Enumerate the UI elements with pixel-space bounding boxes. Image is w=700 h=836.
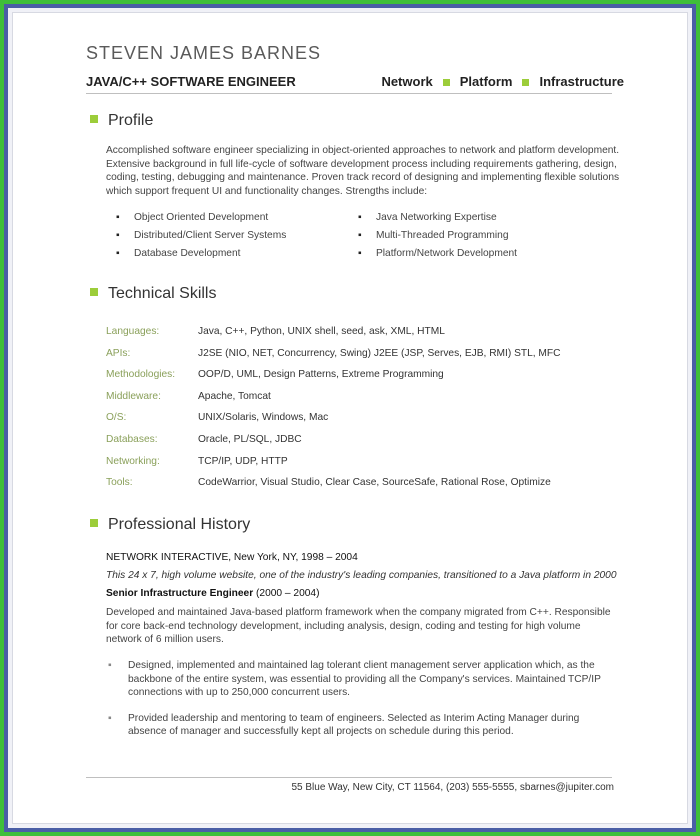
list-item: ▪ Designed, implemented and maintained lag tolerant client management server application which, as the backbone of the entire system, was essential to providing all the Company's services. Maintained TCP/IP connections with up to 250,000 concurrent users. xyxy=(108,660,601,698)
candidate-name: STEVEN JAMES BARNES xyxy=(86,43,322,63)
skill-value: TCP/IP, UDP, HTTP xyxy=(198,455,288,467)
section-heading-history: Professional History xyxy=(90,516,250,534)
skill-value: J2SE (NIO, NET, Concurrency, Swing) J2EE (JSP, Serves, EJB, RMI) STL, MFC xyxy=(198,347,561,359)
bullet-icon: ▪ xyxy=(108,712,112,724)
bullet-icon: ▪ xyxy=(358,212,362,223)
section-heading-profile: Profile xyxy=(90,112,153,130)
achievements-list xyxy=(106,659,616,751)
skill-value: Oracle, PL/SQL, JDBC xyxy=(198,433,302,445)
role-line xyxy=(106,588,319,599)
contact-info: 55 Blue Way, New City, CT 11564, (203) 555-5555, sbarnes@jupiter.com xyxy=(291,782,614,793)
employer-line: NETWORK INTERACTIVE, New York, NY, 1998 – 2004 xyxy=(106,552,358,563)
skill-value: Apache, Tomcat xyxy=(198,390,271,402)
bullet-icon: ▪ xyxy=(116,248,120,259)
list-item: ▪ Provided leadership and mentoring to team of engineers. Selected as Interim Acting Manager during absence of manager and successfully kept all projects on schedule during this period. xyxy=(108,712,580,737)
skill-label: O/S: xyxy=(106,412,127,424)
focus-area: Infrastructure xyxy=(539,74,624,89)
square-bullet-icon xyxy=(90,115,98,123)
focus-area: Platform xyxy=(459,74,513,89)
employer-description: This 24 x 7, high volume website, one of the industry's leading companies, transitioned to a Java platform in 2000 xyxy=(106,570,617,581)
header-divider xyxy=(86,93,612,94)
skill-label: Networking: xyxy=(106,455,160,467)
bullet-icon: ▪ xyxy=(116,230,120,241)
skill-value: UNIX/Solaris, Windows, Mac xyxy=(198,412,329,424)
square-bullet-icon xyxy=(90,288,98,296)
square-bullet-icon xyxy=(443,79,450,86)
focus-area: Network xyxy=(381,74,433,89)
role-title: Senior Infrastructure Engineer xyxy=(106,588,254,599)
skill-label: Tools: xyxy=(106,477,133,489)
footer-divider xyxy=(86,777,612,778)
bullet-icon: ▪ xyxy=(108,660,112,671)
skill-label: Languages: xyxy=(106,326,160,337)
bullet-icon: ▪ xyxy=(358,248,362,259)
job-title: JAVA/C++ SOFTWARE ENGINEER xyxy=(86,74,296,89)
profile-summary: Accomplished software engineer specializing in object-oriented approaches to network and platform development. Extensive background in full life-cycle of software development process including requirements gathering, design, coding, testing, debugging and maintenance. Proven track record of designing and implementing flexible solutions which support frequent UI and functionality changes. Strengths include: xyxy=(106,145,620,197)
bullet-icon: ▪ xyxy=(358,230,362,241)
role-dates: (2000 – 2004) xyxy=(253,588,320,599)
focus-areas xyxy=(381,74,624,89)
section-heading-skills: Technical Skills xyxy=(90,285,216,303)
skill-value: CodeWarrior, Visual Studio, Clear Case, SourceSafe, Rational Rose, Optimize xyxy=(198,477,551,489)
role-summary: Developed and maintained Java-based platform framework when the company migrated from C++. Responsible for core back-end technology development, including analysis, design, coding and testing for high volume network of 6 million users. xyxy=(106,607,611,645)
skill-label: APIs: xyxy=(106,347,131,359)
skill-value: Java, C++, Python, UNIX shell, seed, ask, XML, HTML xyxy=(198,326,445,337)
skill-value: OOP/D, UML, Design Patterns, Extreme Programming xyxy=(198,369,444,381)
square-bullet-icon xyxy=(522,79,529,86)
skill-label: Methodologies: xyxy=(106,369,176,381)
skill-label: Databases: xyxy=(106,433,158,445)
bullet-icon: ▪ xyxy=(116,212,120,223)
square-bullet-icon xyxy=(90,519,98,527)
skill-label: Middleware: xyxy=(106,390,161,402)
